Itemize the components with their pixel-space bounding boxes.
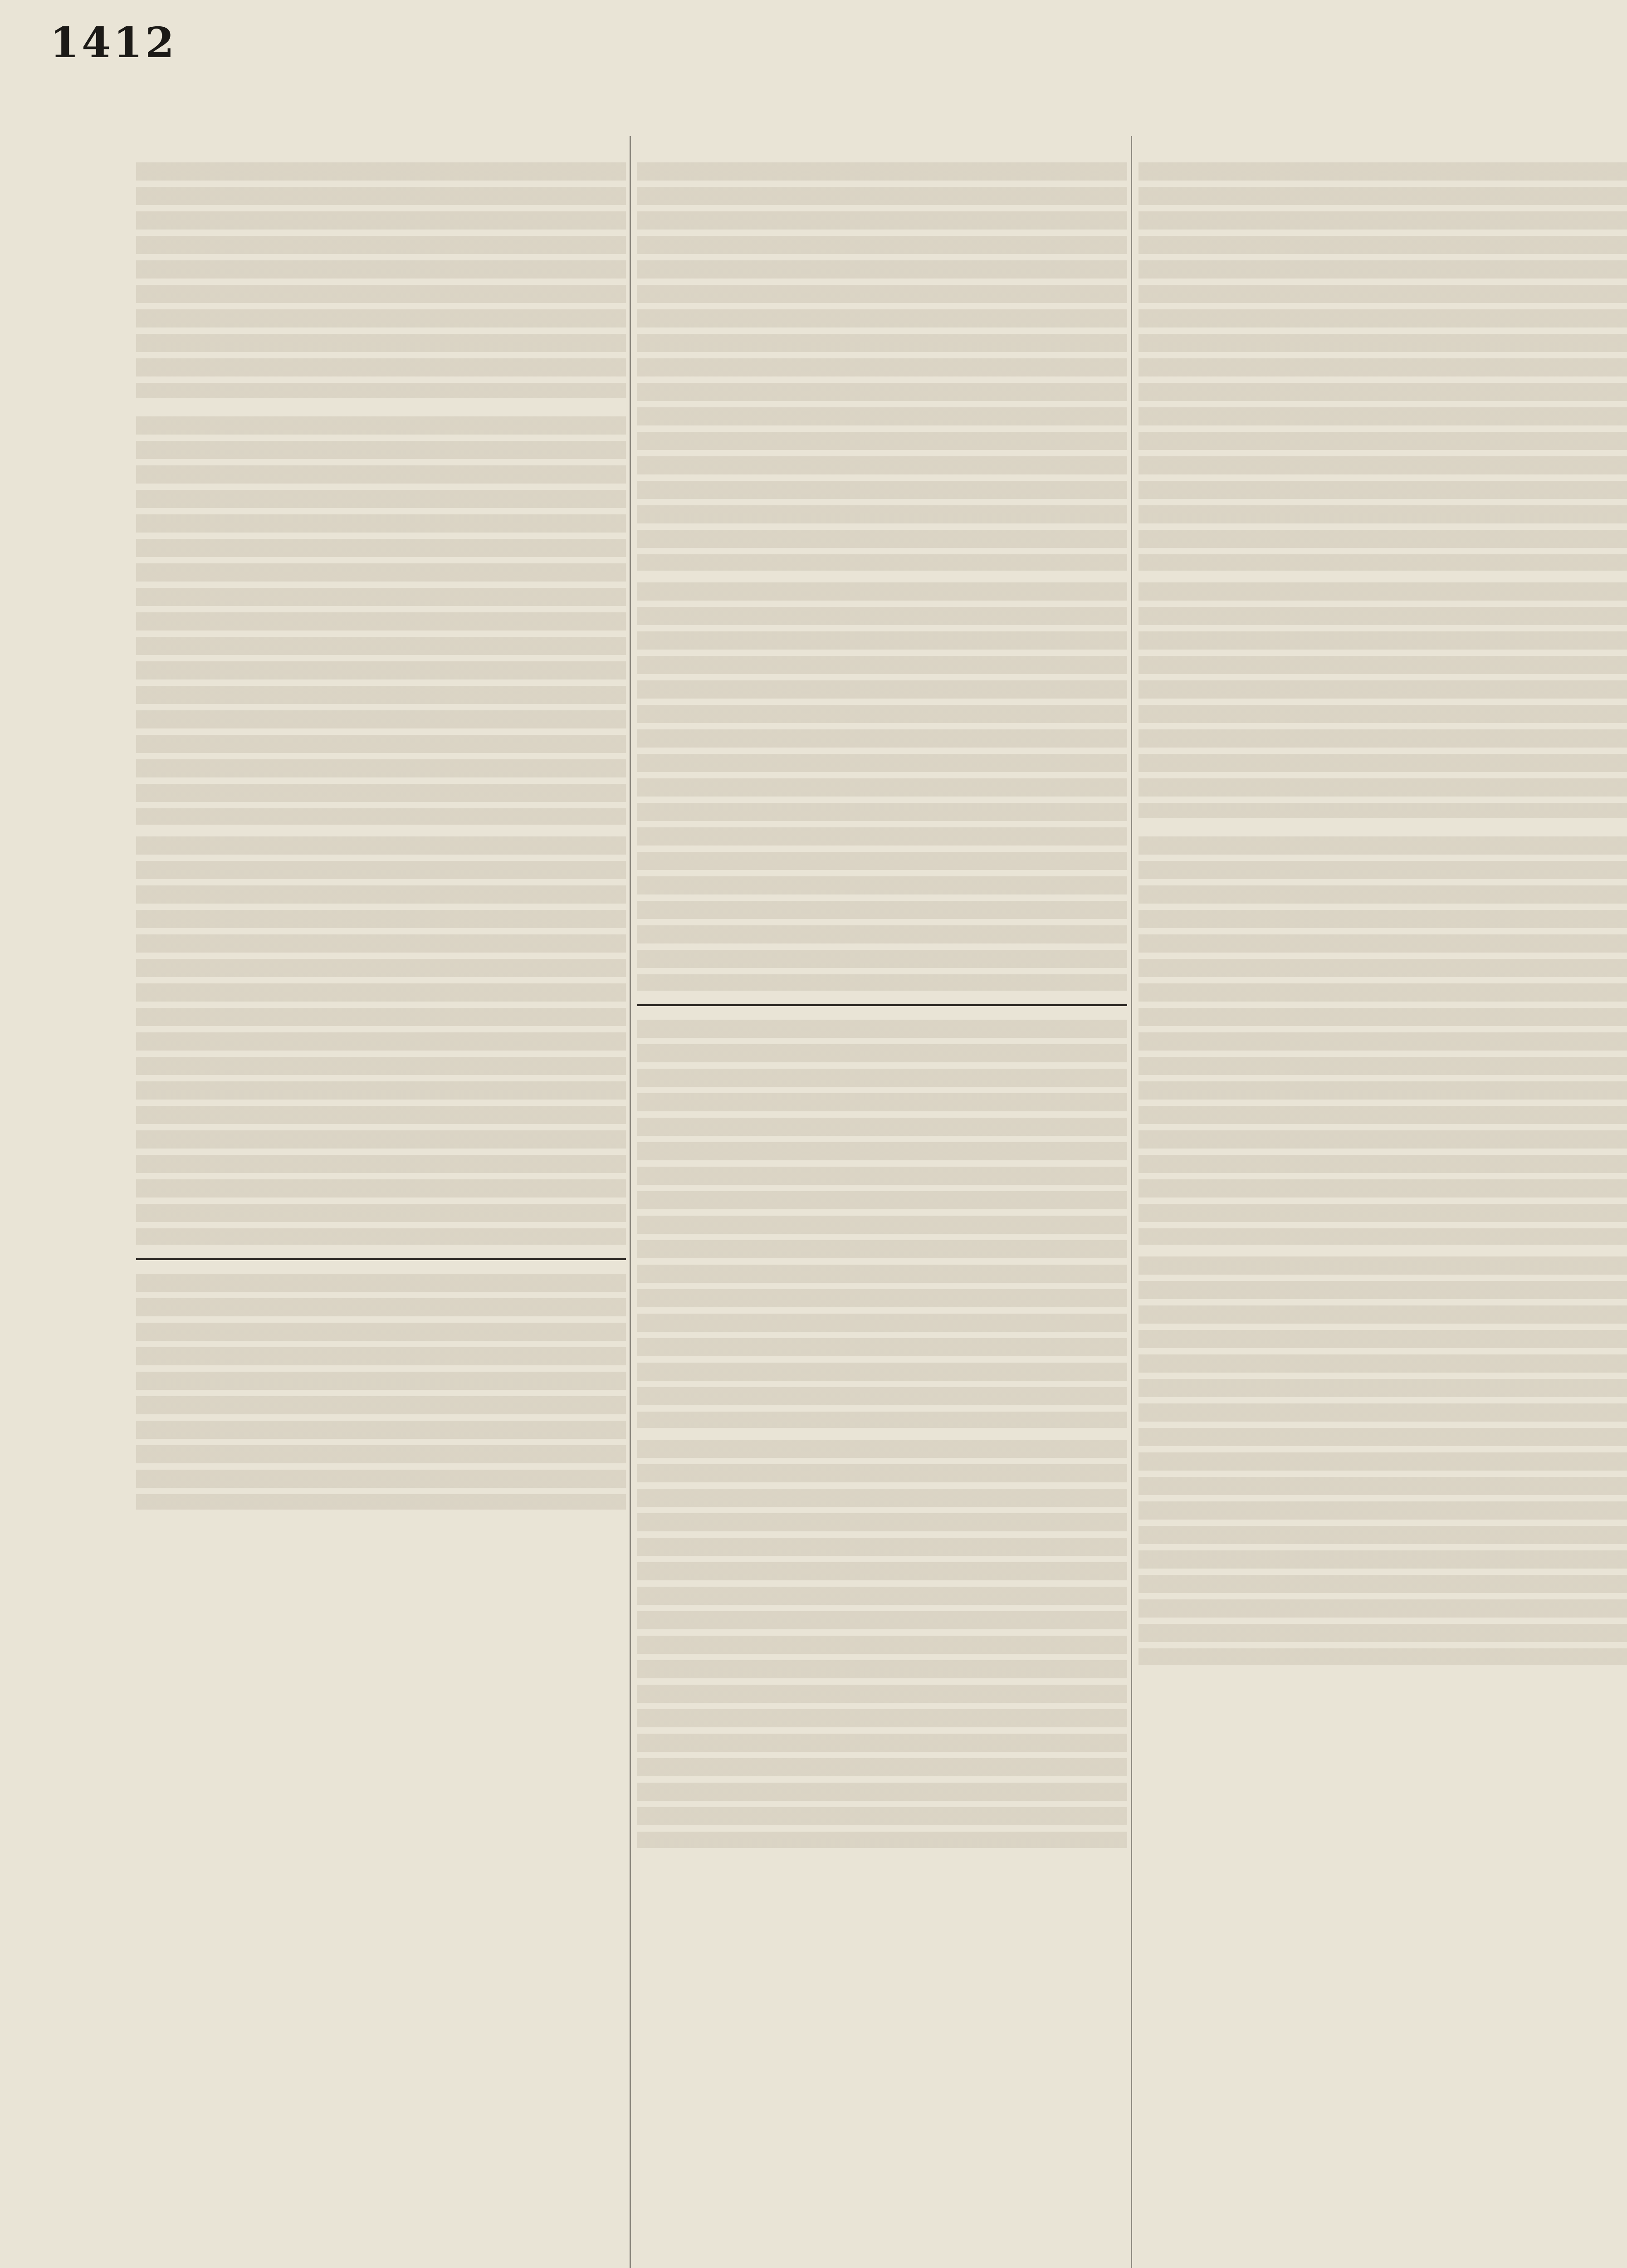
column-3 <box>1138 154 1627 1677</box>
section-rule <box>637 1004 1127 1006</box>
section-rule <box>136 1258 626 1260</box>
text-placeholder <box>637 162 1127 571</box>
text-placeholder <box>1138 1256 1627 1665</box>
text-placeholder <box>637 1440 1127 1848</box>
page-number: 1412 <box>50 18 177 67</box>
text-placeholder <box>136 416 626 825</box>
column-1 <box>136 154 626 1521</box>
text-placeholder <box>136 1274 626 1510</box>
column-divider <box>1131 136 1132 2268</box>
column-2 <box>637 154 1127 1860</box>
column-divider <box>630 136 631 2268</box>
text-placeholder <box>1138 162 1627 571</box>
text-placeholder <box>1138 582 1627 818</box>
text-placeholder <box>637 1020 1127 1428</box>
text-placeholder <box>637 582 1127 991</box>
text-placeholder <box>136 162 626 398</box>
text-placeholder <box>1138 836 1627 1245</box>
text-placeholder <box>136 836 626 1245</box>
